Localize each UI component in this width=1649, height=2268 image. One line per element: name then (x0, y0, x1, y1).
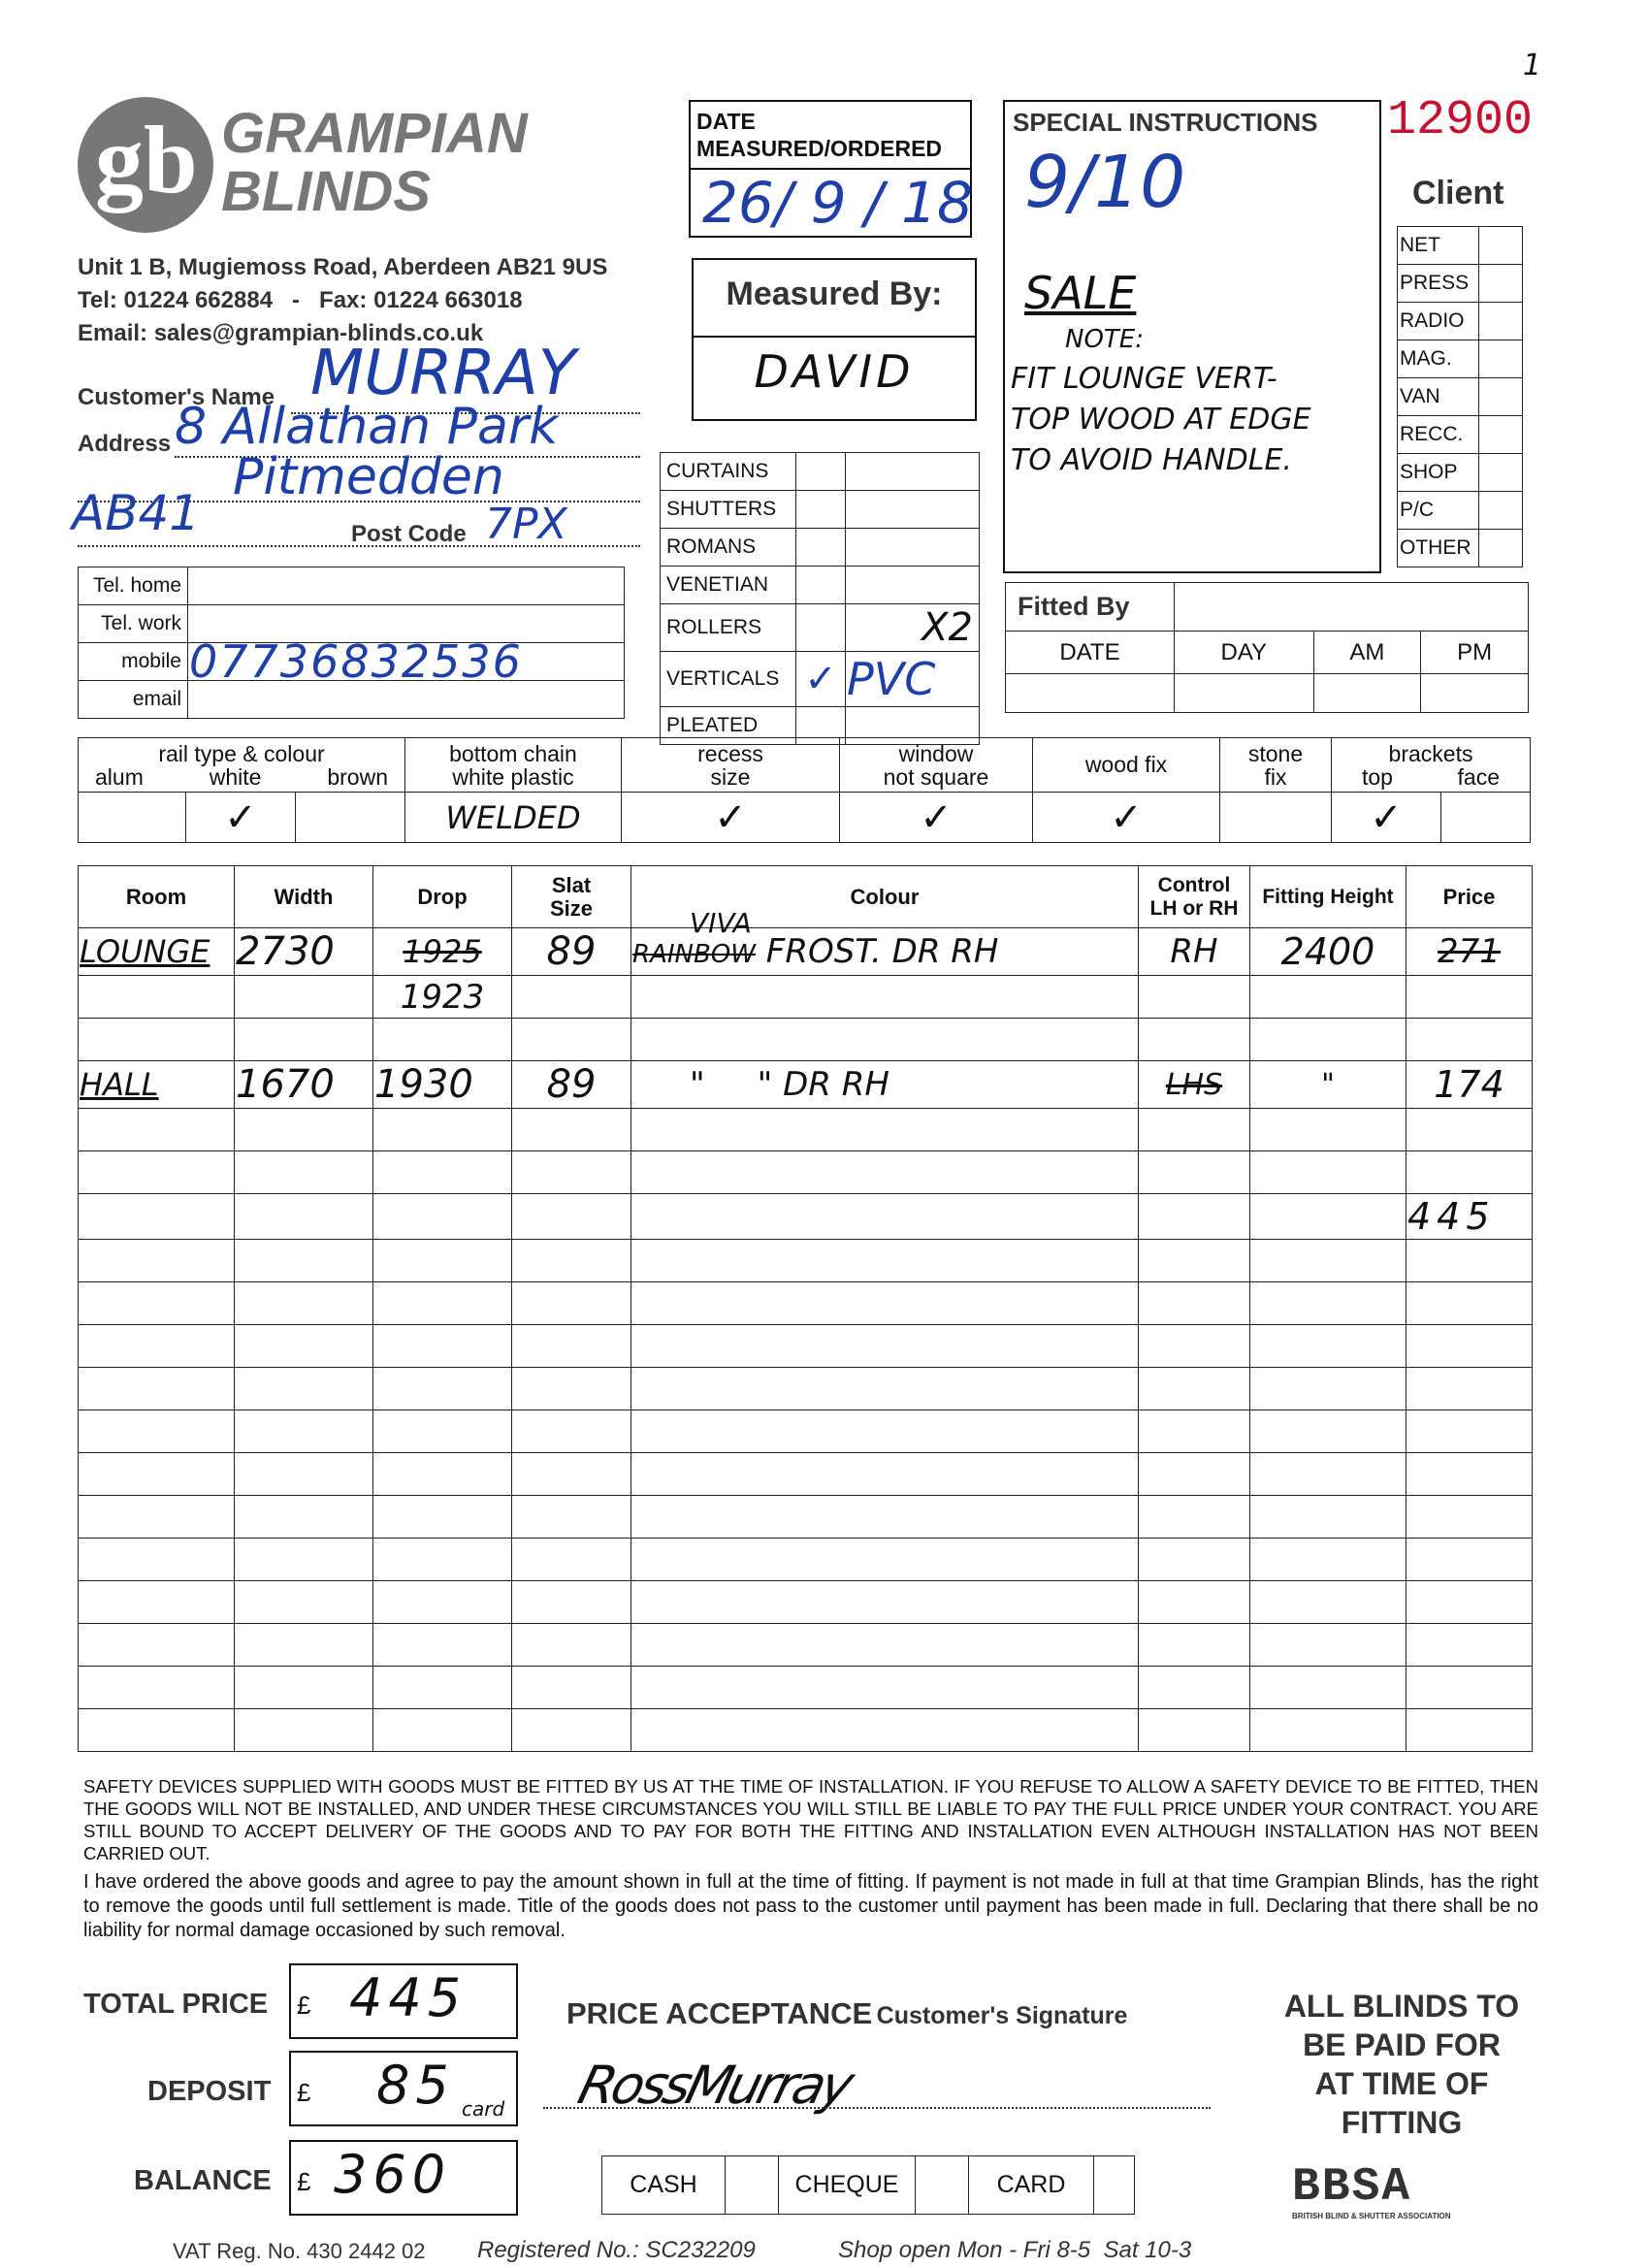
balance-box (289, 2140, 518, 2216)
product-mark[interactable] (796, 453, 846, 491)
company-logo (78, 97, 213, 233)
special-note (1011, 359, 1311, 481)
address-label: Address (78, 431, 172, 457)
product-label: PLEATED (661, 707, 796, 745)
measured-by-value: DAVID (754, 345, 915, 398)
item-height: 2400 (1250, 928, 1406, 976)
balance-value: 360 (334, 2144, 452, 2205)
payment-cheque-label: CHEQUE (779, 2156, 916, 2215)
items-header-room: Room (79, 866, 235, 928)
currency-symbol: £ (297, 1991, 311, 2020)
footer-hours: Shop open Mon - Fri 8-5 Sat 10-3 (838, 2237, 1192, 2263)
product-extra (846, 453, 980, 491)
date-box (689, 100, 972, 238)
bbsa-caption: BRITISH BLIND & SHUTTER ASSOCIATION (1292, 2212, 1451, 2220)
company-name-line1: GRAMPIAN (221, 102, 528, 165)
postcode-dotline (78, 545, 640, 547)
postcode-area: AB41 (72, 485, 201, 541)
company-address: Unit 1 B, Mugiemoss Road, Aberdeen AB21 9US (78, 254, 608, 280)
product-note-x2: X2 (846, 604, 980, 652)
special-note-line: TOP WOOD AT EDGE (1011, 403, 1311, 437)
item-colour (631, 907, 1139, 976)
items-header-slat: Slat Size (512, 866, 631, 928)
address-line2: Pitmedden (233, 448, 504, 506)
client-label: Client (1412, 175, 1504, 211)
option-recess-label: recess size (622, 738, 840, 793)
option-recess-check[interactable]: ✓ (622, 793, 840, 843)
company-email: Email: sales@grampian-blinds.co.uk (78, 320, 484, 346)
contact-value-mobile[interactable]: 07736832536 (188, 643, 625, 681)
payment-methods-table (601, 2155, 1135, 2215)
options-table (78, 737, 1531, 843)
product-mark[interactable] (796, 604, 846, 652)
fitted-col-date: DATE (1006, 632, 1175, 674)
item-colour-above: VIVA (690, 907, 752, 939)
deposit-label: DEPOSIT (147, 2076, 272, 2107)
option-white-check[interactable]: ✓ (186, 793, 296, 843)
price-acceptance (566, 1996, 1127, 2031)
company-name-line2: BLINDS (221, 160, 431, 223)
currency-symbol: £ (297, 2167, 311, 2196)
bbsa-logo (1292, 2163, 1517, 2220)
contacts-table (78, 567, 625, 719)
item-colour-text: FROST. DR RH (765, 932, 999, 971)
item-price: 271 (1406, 928, 1533, 976)
option-brackets-label: brackets (1388, 740, 1473, 766)
product-label: CURTAINS (661, 453, 796, 491)
fitted-col-day: DAY (1175, 632, 1314, 674)
customer-name: MURRAY (310, 338, 576, 409)
product-label: ROLLERS (661, 604, 796, 652)
contact-label: Tel. home (79, 567, 188, 605)
option-brackets-face: face (1457, 763, 1500, 790)
client-source: RECC. (1398, 416, 1479, 454)
option-stone-check[interactable] (1220, 793, 1332, 843)
date-value: 26/ 9 / 18 (702, 170, 973, 236)
special-note-line: TO AVOID HANDLE. (1011, 443, 1292, 477)
fitted-col-pm: PM (1421, 632, 1529, 674)
option-chain-label: bottom chain white plastic (405, 738, 622, 793)
item-drop: 1923 (373, 976, 512, 1019)
client-source-check[interactable] (1479, 416, 1523, 454)
postcode-label: Post Code (351, 521, 467, 547)
items-header-control: Control LH or RH (1139, 866, 1250, 928)
product-mark[interactable]: ✓ (796, 652, 846, 707)
item-price: 174 (1406, 1061, 1533, 1109)
total-price-label: TOTAL PRICE (83, 1989, 269, 2020)
payment-cash-label: CASH (602, 2156, 726, 2215)
products-table (660, 452, 980, 745)
items-header-width: Width (235, 866, 373, 928)
client-sources-table (1397, 226, 1523, 567)
deposit-note: card (462, 2097, 505, 2121)
client-source-check[interactable] (1479, 530, 1523, 567)
client-source-check[interactable] (1479, 227, 1523, 265)
item-control: LHS (1139, 1061, 1250, 1109)
option-chain-value[interactable]: WELDED (405, 793, 622, 843)
contact-label: Tel. work (79, 605, 188, 643)
items-table (78, 865, 1533, 1752)
option-wood-check[interactable]: ✓ (1033, 793, 1220, 843)
special-sale: SALE (1024, 267, 1137, 319)
footer-vat: VAT Reg. No. 430 2442 02 (173, 2239, 426, 2263)
terms-safety: SAFETY DEVICES SUPPLIED WITH GOODS MUST BE FITTED BY US AT THE TIME OF INSTALLATION. IF YOU REFUSE TO ALLOW A SAFETY DEVICE TO BE FITTED, THEN THE GOODS WILL NOT BE INSTALLED, AND UNDER THESE CIRCUMSTANCES YOU WILL STILL BE LIABLE TO PAY THE FULL PRICE UNDER YOUR CONTRACT. YOU ARE STILL BOUND TO ACCEPT DELIVERY OF THE GOODS AND TO PAY FOR BOTH THE FITTING AND INSTALLATION EVEN ALTHOUGH INSTALLATION HAS NOT BEEN CARRIED OUT. (83, 1776, 1538, 1863)
postcode: 7PX (485, 500, 567, 549)
product-mark[interactable] (796, 491, 846, 529)
company-tel: Tel: 01224 662884 - Fax: 01224 663018 (78, 287, 523, 313)
special-instructions-box (1003, 100, 1381, 573)
contact-value[interactable] (188, 567, 625, 605)
item-colour-struck: RAINBOW (632, 940, 756, 969)
client-source-check[interactable] (1479, 303, 1523, 340)
client-source: PRESS (1398, 265, 1479, 303)
product-note-pvc: PVC (846, 652, 980, 707)
option-rail (79, 738, 405, 793)
option-rail-label: rail type & colour (158, 740, 325, 766)
item-drop: 1930 (373, 1061, 512, 1109)
logo-letters: gb (95, 106, 198, 213)
client-source: MAG. (1398, 340, 1479, 378)
product-label: SHUTTERS (661, 491, 796, 529)
client-source-check[interactable] (1479, 454, 1523, 492)
fitted-day[interactable] (1175, 674, 1314, 713)
customer-signature[interactable]: RossMurray (572, 2055, 857, 2116)
item-room: HALL (79, 1061, 235, 1109)
client-source: RADIO (1398, 303, 1479, 340)
client-source: OTHER (1398, 530, 1479, 567)
price-acceptance-label: PRICE ACCEPTANCE (566, 1996, 873, 2030)
contact-label: email (79, 681, 188, 719)
customer-name-label: Customer's Name (78, 384, 275, 410)
order-number: 12900 (1387, 93, 1534, 148)
product-mark[interactable] (796, 529, 846, 567)
option-brackets-top: top (1362, 763, 1393, 790)
option-rail-white: white (209, 763, 262, 790)
special-note-label: NOTE: (1065, 325, 1144, 354)
payment-notice: ALL BLINDS TO BE PAID FOR AT TIME OF FITTING (1283, 1989, 1520, 2140)
option-window-label: window not square (840, 738, 1033, 793)
client-source-check[interactable] (1479, 340, 1523, 378)
client-source: NET (1398, 227, 1479, 265)
item-height: " (1250, 1061, 1406, 1109)
currency-symbol: £ (297, 2078, 311, 2107)
fitted-col-am: AM (1313, 632, 1421, 674)
product-label: VERTICALS (661, 652, 796, 707)
product-extra (846, 491, 980, 529)
special-note-line: FIT LOUNGE VERT- (1011, 362, 1277, 396)
price-acceptance-sub: Customer's Signature (876, 2002, 1128, 2029)
option-wood-label: wood fix (1033, 738, 1220, 793)
client-source-check[interactable] (1479, 378, 1523, 416)
client-source-check[interactable] (1479, 492, 1523, 530)
option-rail-brown: brown (327, 763, 388, 790)
measured-by-box (692, 258, 977, 421)
option-window-check[interactable]: ✓ (840, 793, 1033, 843)
total-price-value: 445 (349, 1967, 468, 2028)
special-instructions-label: SPECIAL INSTRUCTIONS (1013, 108, 1318, 137)
fitted-by-value[interactable] (1175, 583, 1529, 632)
item-width: 2730 (235, 928, 373, 976)
signature-dotline (543, 2107, 1211, 2109)
items-total: 445 (1406, 1194, 1533, 1240)
fitted-by-table (1005, 582, 1529, 713)
payment-cheque-check[interactable] (916, 2156, 969, 2215)
items-header-height: Fitting Height (1250, 866, 1406, 928)
fitted-pm[interactable] (1421, 674, 1529, 713)
total-price-box (289, 1963, 518, 2039)
product-extra (846, 567, 980, 604)
bbsa-mark: BBSA (1292, 2161, 1412, 2214)
client-source-check[interactable] (1479, 265, 1523, 303)
product-mark[interactable] (796, 567, 846, 604)
client-source: SHOP (1398, 454, 1479, 492)
option-bracket-face-check[interactable] (1441, 793, 1531, 843)
item-slat: 89 (512, 928, 631, 976)
date-label: DATE MEASURED/ORDERED (696, 109, 943, 161)
address-line1: 8 Allathan Park (175, 398, 559, 456)
fitted-am[interactable] (1313, 674, 1421, 713)
item-width: 1670 (235, 1061, 373, 1109)
balance-label: BALANCE (134, 2165, 272, 2196)
fitted-date[interactable] (1006, 674, 1175, 713)
product-label: VENETIAN (661, 567, 796, 604)
payment-card-label: CARD (969, 2156, 1094, 2215)
option-brown-check[interactable] (296, 793, 405, 843)
product-label: ROMANS (661, 529, 796, 567)
deposit-value: 85 (376, 2055, 455, 2116)
contact-label: mobile (79, 643, 188, 681)
payment-card-check[interactable] (1094, 2156, 1135, 2215)
fitted-by-label: Fitted By (1006, 583, 1175, 632)
deposit-box (289, 2051, 518, 2126)
item-room: LOUNGE (79, 928, 235, 976)
option-bracket-top-check[interactable]: ✓ (1332, 793, 1441, 843)
payment-cash-check[interactable] (726, 2156, 779, 2215)
product-extra (846, 529, 980, 567)
items-header-drop: Drop (373, 866, 512, 928)
client-source: VAN (1398, 378, 1479, 416)
option-alum-check[interactable] (79, 793, 186, 843)
item-drop-struck: 1925 (373, 928, 512, 976)
items-header-colour: Colour (631, 866, 1139, 928)
item-control: RH (1139, 928, 1250, 976)
option-stone-label: stone fix (1220, 738, 1332, 793)
items-header-price: Price (1406, 866, 1533, 928)
item-slat: 89 (512, 1061, 631, 1109)
client-source: P/C (1398, 492, 1479, 530)
terms-ordering: I have ordered the above goods and agree to pay the amount shown in full at the time of fitting. If payment is not made in full at that time Grampian Blinds, has the right to remove the goods until full settlement is made. Title of the goods does not pass to the customer until payment has been made in full. Declaring that there shall be no liability for normal damage occasioned by such removal. (83, 1871, 1538, 1941)
option-brackets (1332, 738, 1531, 793)
page-number: 1 (1523, 49, 1542, 82)
special-date: 9/10 (1024, 141, 1186, 224)
option-rail-alum: alum (95, 763, 144, 790)
footer-registered: Registered No.: SC232209 (477, 2237, 756, 2263)
measured-by-label: Measured By: (726, 275, 943, 312)
item-colour-text: " " DR RH (631, 1061, 1139, 1109)
